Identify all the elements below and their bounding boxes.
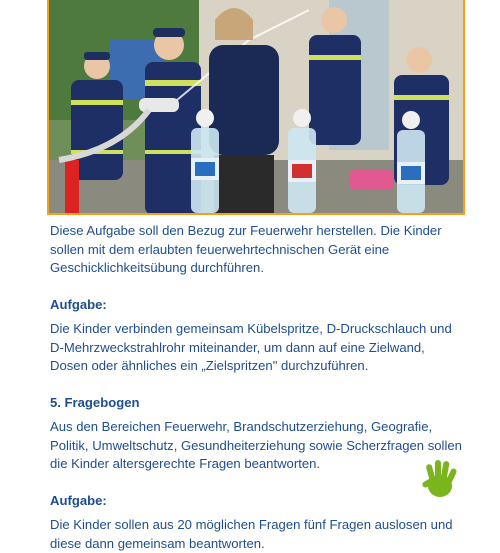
intro-paragraph: Diese Aufgabe soll den Bezug zur Feuerwehr herstellen. Die Kinder sollen mit dem erlaubten feuerwehrtechnischen Gerät eine Geschicklichkeitsübung durchführen. xyxy=(50,223,442,275)
task-paragraph-1: Die Kinder verbinden gemeinsam Kübelspritze, D-Druckschlauch und D-Mehrzweckstrahlrohr miteinander, um dann auf eine Zielwand, Dosen oder ähnliches ein „Zielspritzen" durchzuführen. xyxy=(50,321,452,373)
text-content xyxy=(50,222,465,553)
task-paragraph-2: Die Kinder sollen aus 20 möglichen Fragen fünf Fragen auslosen und diese dann gemeinsam beantworten. xyxy=(50,517,453,551)
children-water-exercise-photo xyxy=(49,0,465,215)
green-handprint-icon xyxy=(420,458,460,500)
task-heading-1: Aufgabe: xyxy=(50,296,107,312)
section-paragraph-fragebogen: Aus den Bereichen Feuerwehr, Brandschutzerziehung, Geografie, Politik, Umweltschutz, Gesundheiterziehung sowie Scherzfragen sollen die Kinder altersgerechte Fragen beantworten. xyxy=(50,419,462,471)
task-heading-2: Aufgabe: xyxy=(50,492,107,508)
section-heading-fragebogen: 5. Fragebogen xyxy=(50,394,140,410)
hero-photo xyxy=(47,0,465,215)
